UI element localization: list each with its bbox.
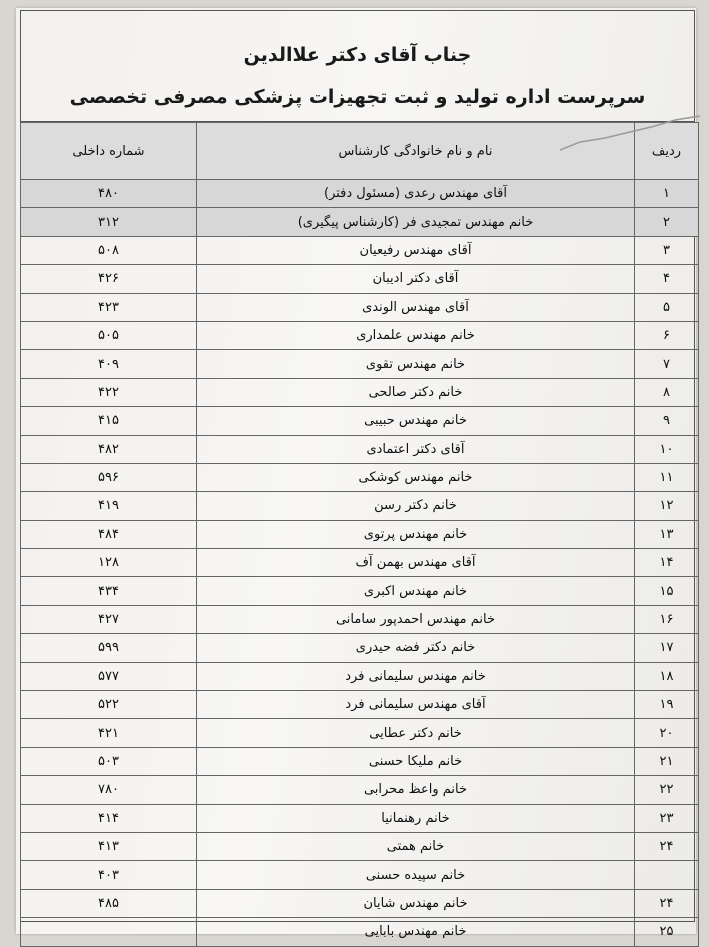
name-cell: خانم مهندس حبیبی [197, 407, 635, 435]
extension-cell: ۳۱۲ [21, 208, 197, 236]
table-row [21, 662, 699, 690]
table-row [21, 407, 699, 435]
name-cell: خانم مهندس کوشکی [197, 463, 635, 491]
row-number-cell: ۴ [635, 265, 699, 293]
extension-cell: ۴۲۲ [21, 378, 197, 406]
extension-cell: ۴۰۳ [21, 861, 197, 889]
row-number-cell: ۲ [635, 208, 699, 236]
name-cell: آقای مهندس رفیعیان [197, 236, 635, 264]
table-row [21, 180, 699, 208]
title-block [20, 10, 695, 122]
table-row [21, 918, 699, 946]
row-number-cell: ۳ [635, 236, 699, 264]
name-cell: خانم ملیکا حسنی [197, 747, 635, 775]
table-row [21, 634, 699, 662]
row-number-cell: ۹ [635, 407, 699, 435]
row-number-cell: ۲۵ [635, 918, 699, 946]
name-cell: آقای مهندس الوندی [197, 293, 635, 321]
table-row [21, 492, 699, 520]
name-cell: خانم سپیده حسنی [197, 861, 635, 889]
extension-cell: ۴۱۹ [21, 492, 197, 520]
row-number-cell: ۱۷ [635, 634, 699, 662]
name-cell: خانم دکتر عطایی [197, 719, 635, 747]
table-row [21, 549, 699, 577]
extension-cell: ۴۸۴ [21, 520, 197, 548]
table-row [21, 861, 699, 889]
extension-cell: ۴۲۱ [21, 719, 197, 747]
table-row [21, 463, 699, 491]
extension-cell: ۵۰۳ [21, 747, 197, 775]
name-cell: خانم مهندس پرتوی [197, 520, 635, 548]
extension-cell: ۵۰۵ [21, 321, 197, 349]
extension-cell [21, 918, 197, 946]
row-number-cell: ۱۹ [635, 691, 699, 719]
name-cell: خانم مهندس اکبری [197, 577, 635, 605]
name-cell: خانم همتی [197, 832, 635, 860]
table-row [21, 577, 699, 605]
extension-cell: ۴۲۷ [21, 605, 197, 633]
name-cell: خانم دکتر فضه حیدری [197, 634, 635, 662]
table-row [21, 435, 699, 463]
name-cell: خانم مهندس سلیمانی فرد [197, 662, 635, 690]
table-row [21, 208, 699, 236]
extension-cell: ۵۷۷ [21, 662, 197, 690]
extension-cell: ۵۲۲ [21, 691, 197, 719]
extension-cell: ۴۲۶ [21, 265, 197, 293]
table-row [21, 293, 699, 321]
name-cell: خانم مهندس احمدپور سامانی [197, 605, 635, 633]
extension-cell: ۴۲۳ [21, 293, 197, 321]
row-number-cell: ۱۴ [635, 549, 699, 577]
row-number-cell: ۲۰ [635, 719, 699, 747]
extension-cell: ۴۱۴ [21, 804, 197, 832]
row-number-cell: ۱۲ [635, 492, 699, 520]
staff-extension-table [20, 122, 699, 947]
name-cell: خانم مهندس بابایی [197, 918, 635, 946]
table-row [21, 520, 699, 548]
extension-cell: ۴۰۹ [21, 350, 197, 378]
extension-cell: ۱۲۸ [21, 549, 197, 577]
name-cell: آقای مهندس رعدی (مسئول دفتر) [197, 180, 635, 208]
name-cell: آقای مهندس بهمن آف [197, 549, 635, 577]
name-cell: خانم مهندس تمجیدی فر (کارشناس پیگیری) [197, 208, 635, 236]
addressee-title: جناب آقای دکتر علاالدین [243, 44, 472, 66]
row-number-cell: ۲۴ [635, 889, 699, 917]
row-number-cell: ۱۳ [635, 520, 699, 548]
table-body [21, 180, 699, 947]
name-cell: خانم مهندس تقوی [197, 350, 635, 378]
extension-cell: ۵۹۶ [21, 463, 197, 491]
row-number-cell: ۲۴ [635, 832, 699, 860]
name-cell: خانم دکتر صالحی [197, 378, 635, 406]
department-title: سرپرست اداره تولید و ثبت تجهیزات پزشکی مصرفی تخصصی [69, 86, 646, 108]
row-number-cell: ۸ [635, 378, 699, 406]
row-number-cell: ۲۲ [635, 776, 699, 804]
header-row-number: ردیف [635, 123, 699, 180]
table-row [21, 378, 699, 406]
extension-cell: ۵۹۹ [21, 634, 197, 662]
extension-cell: ۴۱۳ [21, 832, 197, 860]
row-number-cell [635, 861, 699, 889]
table-row [21, 719, 699, 747]
extension-cell: ۴۸۵ [21, 889, 197, 917]
table-row [21, 691, 699, 719]
extension-cell: ۴۱۵ [21, 407, 197, 435]
name-cell: آقای دکتر ادیبان [197, 265, 635, 293]
table-row [21, 804, 699, 832]
table-row [21, 321, 699, 349]
header-name: نام و نام خانوادگی کارشناس [197, 123, 635, 180]
table-row [21, 265, 699, 293]
row-number-cell: ۷ [635, 350, 699, 378]
row-number-cell: ۱۸ [635, 662, 699, 690]
name-cell: خانم مهندس شایان [197, 889, 635, 917]
name-cell: آقای دکتر اعتمادی [197, 435, 635, 463]
name-cell: خانم دکتر رسن [197, 492, 635, 520]
table-row [21, 747, 699, 775]
extension-cell: ۴۸۰ [21, 180, 197, 208]
row-number-cell: ۱۰ [635, 435, 699, 463]
row-number-cell: ۱۱ [635, 463, 699, 491]
name-cell: خانم واعظ محرابی [197, 776, 635, 804]
row-number-cell: ۲۳ [635, 804, 699, 832]
table-row [21, 776, 699, 804]
table-row [21, 605, 699, 633]
extension-cell: ۴۸۲ [21, 435, 197, 463]
extension-cell: ۷۸۰ [21, 776, 197, 804]
row-number-cell: ۵ [635, 293, 699, 321]
row-number-cell: ۶ [635, 321, 699, 349]
name-cell: خانم رهنمانیا [197, 804, 635, 832]
row-number-cell: ۱ [635, 180, 699, 208]
row-number-cell: ۱۶ [635, 605, 699, 633]
name-cell: آقای مهندس سلیمانی فرد [197, 691, 635, 719]
row-number-cell: ۱۵ [635, 577, 699, 605]
table-row [21, 889, 699, 917]
table-row [21, 236, 699, 264]
paper-tear-mark [560, 112, 700, 152]
table-row [21, 350, 699, 378]
row-number-cell: ۲۱ [635, 747, 699, 775]
name-cell: خانم مهندس علمداری [197, 321, 635, 349]
extension-cell: ۴۳۴ [21, 577, 197, 605]
table-row [21, 832, 699, 860]
header-extension: شماره داخلی [21, 123, 197, 180]
extension-cell: ۵۰۸ [21, 236, 197, 264]
